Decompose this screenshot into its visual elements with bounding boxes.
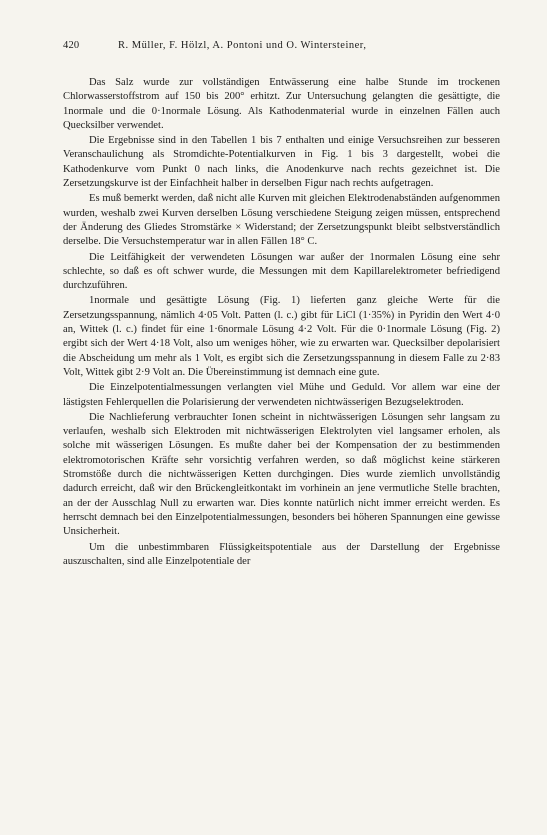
paragraph: Die Leitfähigkeit der verwendeten Lösungen war außer der 1normalen Lösung eine sehr schlechte, so daß es oft schwer wurde, die Messungen mit dem Kapillarelektrometer befriedigend durchzuführen. [63,251,500,292]
paragraph: Es muß bemerkt werden, daß nicht alle Kurven mit gleichen Elektrodenabständen aufgenommen wurden, weshalb zwei Kurven derselben Lösung verschiedene Steigung zeigen müssen, entsprechend der Änderung des Gliedes Stromstärke × Widerstand; der Zersetzungspunkt bleibt selbstverständlich derselbe. Die Versuchstemperatur war in allen Fällen 18° C. [63,193,500,248]
paragraph: Die Nachlieferung verbrauchter Ionen scheint in nichtwässerigen Lösungen sehr langsam zu verlaufen, weshalb sich Elektroden mit nichtwässerigen Elektrolyten viel langsamer erholen, als solche mit wässerigen Lösungen. Es mußte daher bei der Kompensation der zu bestimmenden elektromotorischen Kräfte sehr vorsichtig verfahren werden, so daß möglichst keine stärkeren Stromstöße durch die nichtwässerigen Ketten durchgingen. Dies wurde ziemlich unvollständig dadurch erreicht, daß wir den Brückengleitkontakt im vorhinein an jene vermutliche Stelle brachten, an der der Ausschlag Null zu erwarten war. Dies konnte natürlich nicht immer erreicht werden. Es herrscht demnach bei den Einzelpotentialmessungen, besonders bei höheren Spannungen eine gewisse Unsicherheit. [63,411,500,538]
paragraph: Die Einzelpotentialmessungen verlangten viel Mühe und Geduld. Vor allem war eine der lästigsten Fehlerquellen die Polarisierung der verwendeten nichtwässerigen Bezugselektroden. [63,382,500,408]
page-header [63,40,500,62]
paragraph: Um die unbestimmbaren Flüssigkeitspotentiale aus der Darstellung der Ergebnisse auszuschalten, sind alle Einzelpotentiale der [63,541,500,567]
page [63,40,500,570]
paragraph: 1normale und gesättigte Lösung (Fig. 1) lieferten ganz gleiche Werte für die Zersetzungsspannung, nämlich 4·05 Volt. Patten (l. c.) gibt für LiCl (1·35%) in Pyridin den Wert 4·0 an, Wittek (l. c.) findet für eine 1·6normale Lösung 4·2 Volt. Für die 0·1normale Lösung (Fig. 2) ergibt sich der Wert 4·18 Volt, also um weniges höher, wie zu erwarten war. Quecksilber depolarisiert die Abscheidung um mehr als 1 Volt, es ergibt sich die Zersetzungsspannung in diesem Falle zu 2·83 Volt, Wittek gibt 2·9 Volt an. Die Übereinstimmung ist demnach eine gute. [63,295,500,378]
paragraph: Die Ergebnisse sind in den Tabellen 1 bis 7 enthalten und einige Versuchsreihen zur besseren Veranschaulichung als Stromdichte-Potentialkurven in Fig. 1 bis 3 dargestellt, wobei die Kathodenkurve vom Punkt 0 nach links, die Anodenkurve nach rechts gezeichnet ist. Die Zersetzungskurve ist der Einfachheit halber in derselben Figur nach rechts aufgetragen. [63,135,500,190]
running-head: R. Müller, F. Hölzl, A. Pontoni und O. Wintersteiner, [118,40,367,51]
paragraph: Das Salz wurde zur vollständigen Entwässerung eine halbe Stunde im trockenen Chlorwasserstoffstrom auf 150 bis 200° erhitzt. Zur Untersuchung gelangten die gesättigte, die 1normale und die 0·1normale Lösung. Als Kathodenmaterial wurde in einzelnen Fällen auch Quecksilber verwendet. [63,77,500,131]
page-number: 420 [63,40,80,51]
body-text [63,76,500,569]
